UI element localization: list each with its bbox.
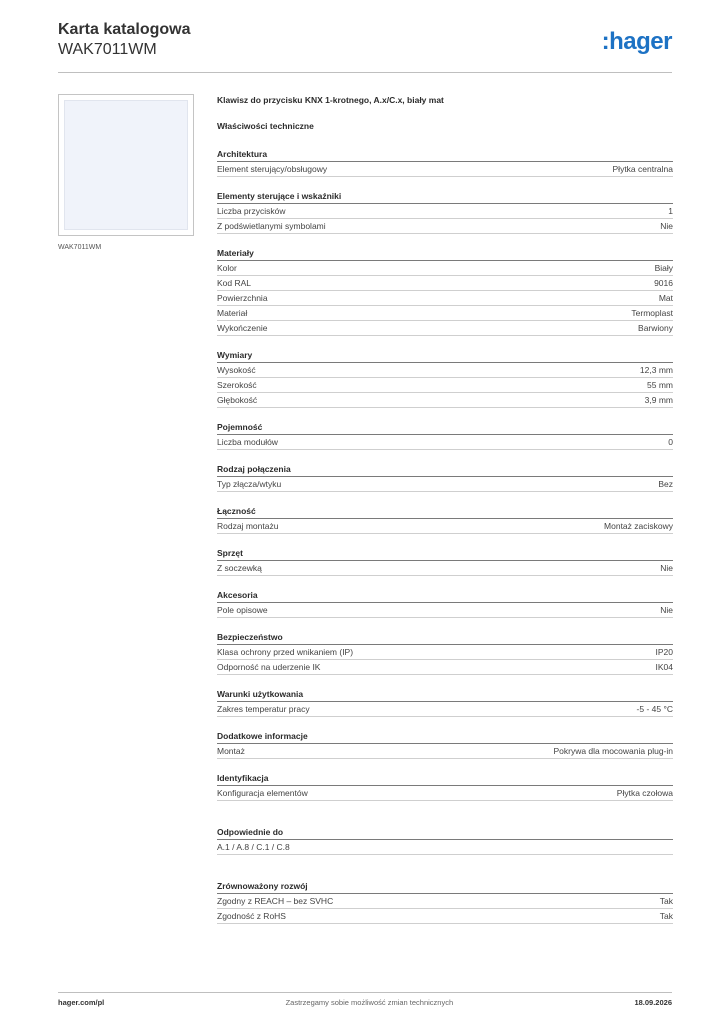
spec-row [217, 276, 673, 291]
spec-value: -5 - 45 °C [636, 704, 673, 714]
section-title: Elementy sterujące i wskaźniki [217, 187, 673, 204]
section-title: Materiały [217, 244, 673, 261]
spec-label: Liczba przycisków [217, 206, 286, 216]
spec-sections [217, 145, 673, 801]
page-footer [58, 998, 672, 1007]
sustainability-section [217, 877, 673, 924]
spec-value: 55 mm [647, 380, 673, 390]
spec-value: Biały [654, 263, 673, 273]
spec-label: Typ złącza/wtyku [217, 479, 282, 489]
spec-row [217, 306, 673, 321]
spec-label: Wykończenie [217, 323, 268, 333]
spec-row [217, 744, 673, 759]
spec-section [217, 628, 673, 675]
spec-section [217, 877, 673, 924]
spec-value: Bez [658, 479, 673, 489]
spec-label: Montaż [217, 746, 245, 756]
spec-section [217, 685, 673, 717]
spec-row [217, 291, 673, 306]
footer-note: Zastrzegamy sobie możliwość zmian technicznych [285, 998, 454, 1007]
section-title: Identyfikacja [217, 769, 673, 786]
product-image [58, 94, 194, 236]
spec-section [217, 727, 673, 759]
spec-value: Montaż zaciskowy [604, 521, 673, 531]
section-title: Warunki użytkowania [217, 685, 673, 702]
spec-value: IK04 [655, 662, 673, 672]
spec-section [217, 586, 673, 618]
spec-value: Tak [659, 896, 673, 906]
spec-row [217, 477, 673, 492]
spec-label: Odporność na uderzenie IK [217, 662, 321, 672]
spec-label: Z podświetlanymi symbolami [217, 221, 326, 231]
spec-label: Konfiguracja elementów [217, 788, 308, 798]
section-title: Łączność [217, 502, 673, 519]
spec-row [217, 702, 673, 717]
spec-section [217, 460, 673, 492]
spec-value: Nie [660, 605, 673, 615]
spec-label: Zgodny z REACH – bez SVHC [217, 896, 334, 906]
spec-row [217, 909, 673, 924]
product-name: Klawisz do przycisku KNX 1-krotnego, A.x/C.x, biały mat [217, 95, 444, 105]
spec-row [217, 660, 673, 675]
spec-value: Barwiony [638, 323, 673, 333]
spec-section [217, 244, 673, 336]
section-title: Akcesoria [217, 586, 673, 603]
spec-section [217, 418, 673, 450]
technical-properties-title: Właściwości techniczne [217, 121, 314, 131]
spec-value: Mat [658, 293, 673, 303]
document-header [58, 20, 190, 60]
footer-website[interactable]: hager.com/pl [58, 998, 105, 1007]
spec-row [217, 519, 673, 534]
spec-label: A.1 / A.8 / C.1 / C.8 [217, 842, 290, 852]
spec-section [217, 145, 673, 177]
footer-divider [58, 992, 672, 993]
product-plate [64, 100, 188, 230]
spec-value: Nie [660, 563, 673, 573]
spec-label: Zgodność z RoHS [217, 911, 286, 921]
spec-row [217, 219, 673, 234]
spec-row [217, 561, 673, 576]
spec-label: Element sterujący/obsługowy [217, 164, 328, 174]
spec-section [217, 823, 673, 855]
section-title: Wymiary [217, 346, 673, 363]
spec-label: Głębokość [217, 395, 258, 405]
spec-row [217, 363, 673, 378]
document-title: Karta katalogowa [58, 21, 191, 38]
spec-label: Powierzchnia [217, 293, 268, 303]
spec-section [217, 769, 673, 801]
spec-label: Rodzaj montażu [217, 521, 279, 531]
spec-label: Liczba modułów [217, 437, 278, 447]
spec-value: Płytka centralna [612, 164, 673, 174]
hager-logo: :hager [601, 28, 672, 55]
spec-value: 1 [668, 206, 673, 216]
spec-section [217, 346, 673, 408]
section-title: Rodzaj połączenia [217, 460, 673, 477]
spec-label: Materiał [217, 308, 248, 318]
spec-row [217, 162, 673, 177]
spec-row [217, 894, 673, 909]
spec-value: Termoplast [631, 308, 673, 318]
spec-row [217, 786, 673, 801]
spec-row [217, 321, 673, 336]
spec-value: IP20 [655, 647, 673, 657]
spec-row [217, 393, 673, 408]
spec-row [217, 645, 673, 660]
spec-row [217, 204, 673, 219]
spec-label: Kolor [217, 263, 237, 273]
image-caption: WAK7011WM [58, 244, 102, 251]
spec-label: Z soczewką [217, 563, 262, 573]
spec-value: 3,9 mm [644, 395, 673, 405]
spec-label: Wysokość [217, 365, 256, 375]
spec-label: Kod RAL [217, 278, 252, 288]
spec-value: Tak [659, 911, 673, 921]
spec-value: 9016 [654, 278, 673, 288]
spec-label: Szerokość [217, 380, 257, 390]
spec-value: 12,3 mm [639, 365, 673, 375]
spec-value: Nie [660, 221, 673, 231]
footer-date: 18.09.2026 [634, 998, 672, 1007]
spec-row [217, 603, 673, 618]
spec-label: Zakres temperatur pracy [217, 704, 310, 714]
spec-row [217, 840, 673, 855]
spec-content [217, 93, 673, 924]
section-title: Pojemność [217, 418, 673, 435]
spec-row [217, 435, 673, 450]
header-divider [58, 72, 672, 73]
suitable-section [217, 823, 673, 855]
spec-section [217, 544, 673, 576]
spec-section [217, 502, 673, 534]
spec-section [217, 187, 673, 234]
section-title: Sprzęt [217, 544, 673, 561]
section-title: Architektura [217, 145, 673, 162]
spec-label: Klasa ochrony przed wnikaniem (IP) [217, 647, 354, 657]
spec-row [217, 261, 673, 276]
section-title: Zrównoważony rozwój [217, 877, 673, 894]
section-title: Odpowiednie do [217, 823, 673, 840]
product-code: WAK7011WM [58, 41, 157, 58]
spec-value: 0 [668, 437, 673, 447]
spec-label: Pole opisowe [217, 605, 268, 615]
spec-row [217, 378, 673, 393]
section-title: Dodatkowe informacje [217, 727, 673, 744]
spec-value: Pokrywa dla mocowania plug-in [553, 746, 673, 756]
section-title: Bezpieczeństwo [217, 628, 673, 645]
spec-value: Płytka czołowa [616, 788, 673, 798]
